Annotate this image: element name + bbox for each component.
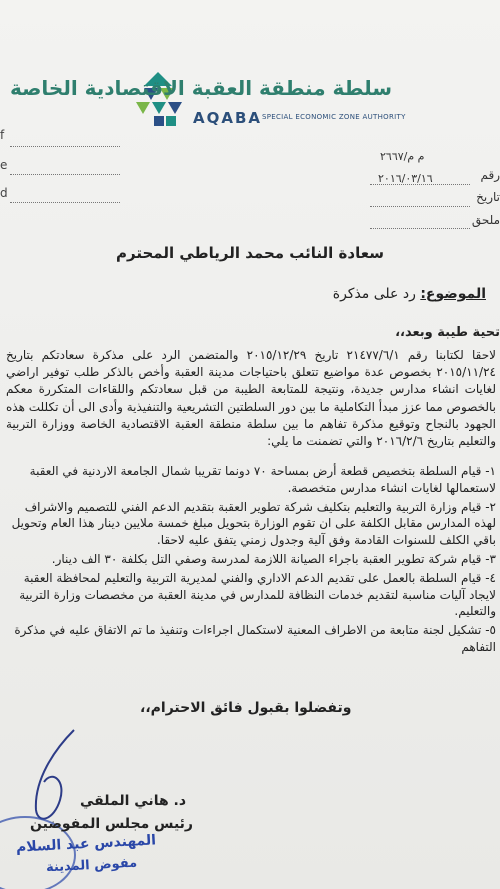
addressee: سعادة النائب محمد الرياطي المحترم [116,244,384,262]
agreement-items [6,463,496,658]
date-line [370,206,470,207]
left-field-label-2: e [0,158,8,172]
list-item: ٣- قيام شركة تطوير العقبة باجراء الصيانة اللازمة لمدرسة وصفي التل بكلفة ٣٠ الف دينار. [51,551,496,566]
list-item: ١- قيام السلطة بتخصيص قطعة أرض بمساحة ٧٠ دونما تقريبا شمال الجامعة الاردنية في العقبة لاستعمالها لغايات انشاء مدارس متخصصة. [29,464,496,495]
letterhead-name-en-sub: SPECIAL ECONOMIC ZONE AUTHORITY [262,113,406,121]
left-field-line-3 [10,202,120,203]
subject-label: الموضوع: [420,286,486,302]
letterhead-name-ar: سلطة منطقة العقبة الاقتصادية الخاصة [9,76,392,100]
signatory-title: رئيس مجلس المفوضين [30,816,193,832]
letterhead-name-en: AQABA [193,109,263,127]
left-field-label-3: d [0,186,8,200]
ref-value: م م/٢٦٦٧ [380,150,425,163]
stamp-text-1: المهندس عبد السلام [15,832,157,856]
date-label: تاريخ [476,190,500,204]
closing: وتفضلوا بقبول فائق الاحترام،، [140,700,352,716]
letter-body [6,347,496,450]
subject-line [333,286,486,302]
greeting: تحية طيبة وبعد،، [395,325,500,340]
list-item: ٤- قيام السلطة بالعمل على تقديم الدعم الاداري والفني لمديرية التربية والتعليم لمحافظة العقبة لايجاد آليات مناسبة لتقديم خدمات النظافة للمدارس في مدينة العقبة من مخصصات وزارة التربية والتعليم. [19,570,496,619]
subject-value: رد على مذكرة [332,286,416,302]
ref-label: رقم [480,168,500,182]
signatory-name: د. هاني الملقي [80,793,187,809]
left-field-label-1: f [0,128,5,142]
left-field-line-1 [10,146,120,147]
left-field-line-2 [10,174,120,175]
list-item: ٥- تشكيل لجنة متابعة من الاطراف المعنية لاستكمال اجراءات وتنفيذ ما تم الاتفاق عليه في مذكرة التفاهم [14,623,496,654]
attach-label: ملحق [471,213,500,227]
body-paragraph: لاحقا لكتابنا رقم ٢١٤٧٧/٦/١ تاريخ ٢٠١٥/١٢/٢٩ والمتضمن الرد على مذكرة سعادتكم بتاريخ ٢٠١٥/١١/٢٤ بخصوص عدة مواضيع تتعلق باحتياجات مدينة العقبة وأخص بالذكر طلب توفير اراضي لغايات انشاء مدارس جديدة، ونتيجة للمتابعة الطيبة من قبل سعادتكم واللقاءات المتكررة معكم بالخصوص مما عزز مبدأ التكاملية ما بين دور السلطتين التشريعية والتنفيذية وأدى الى أن تكللت هذه الجهود بالنجاح وتوقيع مذكرة تفاهم ما بين سلطة منطقة العقبة الاقتصادية الخاصة ووزارة التربية والتعليم بتاريخ ٢٠١٦/٢/٦ والتي تضمنت ما يلي: [6,348,496,449]
date-value: ٢٠١٦/٠٣/١٦ [378,172,433,185]
attach-line [370,228,470,229]
list-item: ٢- قيام وزارة التربية والتعليم بتكليف شركة تطوير العقبة بتقديم الدعم الفني للتصميم والاشراف لهذه المدارس مقابل الكلفة على ان تقوم الوزارة بتحويل مبلغ خمسة ملايين دينار هذا العام وتحويل باقي الكلف للسنوات القادمة وفق آلية وجدول زمني يتفق عليه لاحقا. [11,499,496,548]
stamp-text-2: مفوض المدينة [45,855,138,876]
